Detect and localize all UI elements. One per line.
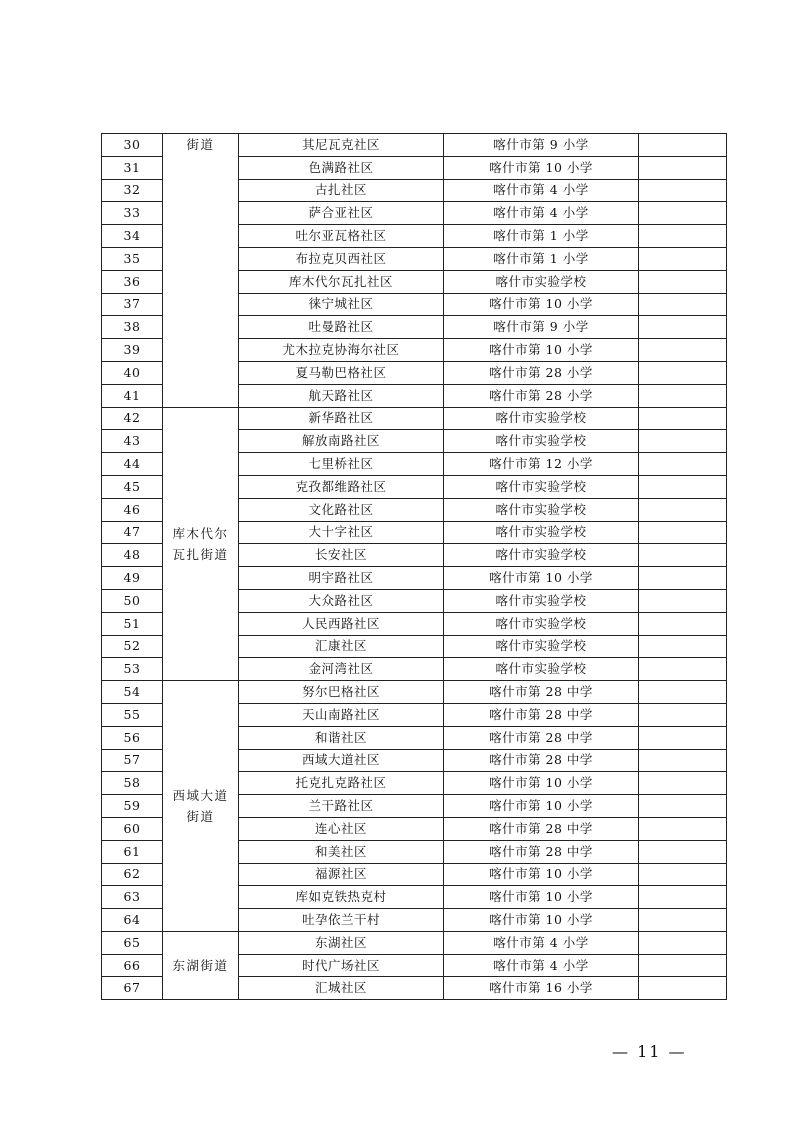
school-cell: 喀什市第 4 小学	[444, 179, 639, 202]
school-cell: 喀什市第 10 小学	[444, 567, 639, 590]
school-cell: 喀什市实验学校	[444, 407, 639, 430]
row-number-cell: 61	[102, 840, 163, 863]
row-number-cell: 54	[102, 681, 163, 704]
note-cell	[639, 293, 727, 316]
community-cell: 福源社区	[239, 863, 444, 886]
school-district-table	[101, 133, 727, 1000]
school-cell: 喀什市第 10 小学	[444, 156, 639, 179]
table-row	[102, 134, 727, 157]
row-number-cell: 42	[102, 407, 163, 430]
community-cell: 人民西路社区	[239, 612, 444, 635]
note-cell	[639, 225, 727, 248]
school-cell: 喀什市第 28 中学	[444, 749, 639, 772]
row-number-cell: 57	[102, 749, 163, 772]
row-number-cell: 39	[102, 339, 163, 362]
community-cell: 布拉克贝西社区	[239, 247, 444, 270]
school-cell: 喀什市第 1 小学	[444, 247, 639, 270]
note-cell	[639, 544, 727, 567]
note-cell	[639, 840, 727, 863]
community-cell: 萨合亚社区	[239, 202, 444, 225]
note-cell	[639, 817, 727, 840]
note-cell	[639, 658, 727, 681]
table-row	[102, 681, 727, 704]
row-number-cell: 59	[102, 795, 163, 818]
school-cell: 喀什市实验学校	[444, 430, 639, 453]
note-cell	[639, 795, 727, 818]
community-cell: 天山南路社区	[239, 703, 444, 726]
row-number-cell: 38	[102, 316, 163, 339]
note-cell	[639, 134, 727, 157]
school-cell: 喀什市第 10 小学	[444, 863, 639, 886]
school-cell: 喀什市第 10 小学	[444, 909, 639, 932]
note-cell	[639, 475, 727, 498]
note-cell	[639, 567, 727, 590]
school-cell: 喀什市第 10 小学	[444, 886, 639, 909]
row-number-cell: 50	[102, 589, 163, 612]
community-cell: 航天路社区	[239, 384, 444, 407]
note-cell	[639, 977, 727, 1000]
community-cell: 文化路社区	[239, 498, 444, 521]
note-cell	[639, 361, 727, 384]
row-number-cell: 32	[102, 179, 163, 202]
school-cell: 喀什市第 28 中学	[444, 681, 639, 704]
note-cell	[639, 521, 727, 544]
school-cell: 喀什市实验学校	[444, 612, 639, 635]
note-cell	[639, 612, 727, 635]
row-number-cell: 53	[102, 658, 163, 681]
note-cell	[639, 863, 727, 886]
note-cell	[639, 407, 727, 430]
school-cell: 喀什市第 12 小学	[444, 453, 639, 476]
school-cell: 喀什市第 10 小学	[444, 339, 639, 362]
school-cell: 喀什市第 10 小学	[444, 293, 639, 316]
row-number-cell: 48	[102, 544, 163, 567]
note-cell	[639, 954, 727, 977]
school-cell: 喀什市第 28 小学	[444, 384, 639, 407]
row-number-cell: 58	[102, 772, 163, 795]
community-cell: 兰干路社区	[239, 795, 444, 818]
school-cell: 喀什市第 10 小学	[444, 795, 639, 818]
note-cell	[639, 931, 727, 954]
community-cell: 吐曼路社区	[239, 316, 444, 339]
row-number-cell: 44	[102, 453, 163, 476]
community-cell: 克孜都维路社区	[239, 475, 444, 498]
school-cell: 喀什市第 28 中学	[444, 840, 639, 863]
community-cell: 新华路社区	[239, 407, 444, 430]
row-number-cell: 56	[102, 726, 163, 749]
note-cell	[639, 316, 727, 339]
note-cell	[639, 453, 727, 476]
table-row	[102, 931, 727, 954]
note-cell	[639, 589, 727, 612]
note-cell	[639, 156, 727, 179]
row-number-cell: 47	[102, 521, 163, 544]
note-cell	[639, 498, 727, 521]
note-cell	[639, 749, 727, 772]
community-cell: 夏马勒巴格社区	[239, 361, 444, 384]
community-cell: 明宇路社区	[239, 567, 444, 590]
school-cell: 喀什市实验学校	[444, 270, 639, 293]
note-cell	[639, 726, 727, 749]
community-cell: 其尼瓦克社区	[239, 134, 444, 157]
note-cell	[639, 202, 727, 225]
note-cell	[639, 681, 727, 704]
note-cell	[639, 635, 727, 658]
row-number-cell: 64	[102, 909, 163, 932]
note-cell	[639, 703, 727, 726]
community-cell: 长安社区	[239, 544, 444, 567]
note-cell	[639, 384, 727, 407]
community-cell: 大众路社区	[239, 589, 444, 612]
community-cell: 西域大道社区	[239, 749, 444, 772]
row-number-cell: 35	[102, 247, 163, 270]
community-cell: 汇康社区	[239, 635, 444, 658]
school-cell: 喀什市第 9 小学	[444, 134, 639, 157]
school-cell: 喀什市第 1 小学	[444, 225, 639, 248]
row-number-cell: 46	[102, 498, 163, 521]
table-row	[102, 407, 727, 430]
note-cell	[639, 772, 727, 795]
community-cell: 连心社区	[239, 817, 444, 840]
community-cell: 和美社区	[239, 840, 444, 863]
row-number-cell: 40	[102, 361, 163, 384]
note-cell	[639, 886, 727, 909]
school-cell: 喀什市第 28 中学	[444, 726, 639, 749]
community-cell: 徕宁城社区	[239, 293, 444, 316]
school-cell: 喀什市实验学校	[444, 544, 639, 567]
community-cell: 和谐社区	[239, 726, 444, 749]
street-cell: 库木代尔瓦扎街道	[163, 407, 239, 681]
school-cell: 喀什市实验学校	[444, 498, 639, 521]
school-cell: 喀什市实验学校	[444, 658, 639, 681]
community-cell: 古扎社区	[239, 179, 444, 202]
note-cell	[639, 430, 727, 453]
row-number-cell: 33	[102, 202, 163, 225]
school-cell: 喀什市实验学校	[444, 589, 639, 612]
row-number-cell: 63	[102, 886, 163, 909]
school-cell: 喀什市第 4 小学	[444, 931, 639, 954]
row-number-cell: 34	[102, 225, 163, 248]
school-cell: 喀什市第 28 小学	[444, 361, 639, 384]
street-cell: 街道	[163, 134, 239, 408]
community-cell: 库木代尔瓦扎社区	[239, 270, 444, 293]
school-cell: 喀什市第 4 小学	[444, 954, 639, 977]
note-cell	[639, 339, 727, 362]
community-cell: 时代广场社区	[239, 954, 444, 977]
community-cell: 解放南路社区	[239, 430, 444, 453]
row-number-cell: 31	[102, 156, 163, 179]
community-cell: 大十字社区	[239, 521, 444, 544]
school-cell: 喀什市第 28 中学	[444, 817, 639, 840]
row-number-cell: 43	[102, 430, 163, 453]
row-number-cell: 51	[102, 612, 163, 635]
school-cell: 喀什市第 28 中学	[444, 703, 639, 726]
community-cell: 东湖社区	[239, 931, 444, 954]
street-cell: 西域大道街道	[163, 681, 239, 932]
community-cell: 尤木拉克协海尔社区	[239, 339, 444, 362]
school-cell: 喀什市实验学校	[444, 521, 639, 544]
row-number-cell: 65	[102, 931, 163, 954]
school-cell: 喀什市实验学校	[444, 635, 639, 658]
row-number-cell: 67	[102, 977, 163, 1000]
community-cell: 库如克铁热克村	[239, 886, 444, 909]
community-cell: 吐孕依兰干村	[239, 909, 444, 932]
school-cell: 喀什市第 9 小学	[444, 316, 639, 339]
community-cell: 托克扎克路社区	[239, 772, 444, 795]
community-cell: 金河湾社区	[239, 658, 444, 681]
note-cell	[639, 247, 727, 270]
school-cell: 喀什市第 10 小学	[444, 772, 639, 795]
community-cell: 七里桥社区	[239, 453, 444, 476]
row-number-cell: 37	[102, 293, 163, 316]
row-number-cell: 66	[102, 954, 163, 977]
school-cell: 喀什市第 4 小学	[444, 202, 639, 225]
school-cell: 喀什市第 16 小学	[444, 977, 639, 1000]
community-cell: 色满路社区	[239, 156, 444, 179]
school-cell: 喀什市实验学校	[444, 475, 639, 498]
row-number-cell: 41	[102, 384, 163, 407]
row-number-cell: 30	[102, 134, 163, 157]
row-number-cell: 45	[102, 475, 163, 498]
row-number-cell: 36	[102, 270, 163, 293]
row-number-cell: 52	[102, 635, 163, 658]
note-cell	[639, 179, 727, 202]
row-number-cell: 55	[102, 703, 163, 726]
community-cell: 汇城社区	[239, 977, 444, 1000]
note-cell	[639, 270, 727, 293]
page-number: — 11 —	[612, 1042, 687, 1061]
community-cell: 努尔巴格社区	[239, 681, 444, 704]
row-number-cell: 60	[102, 817, 163, 840]
note-cell	[639, 909, 727, 932]
community-cell: 吐尔亚瓦格社区	[239, 225, 444, 248]
street-cell: 东湖街道	[163, 931, 239, 999]
row-number-cell: 49	[102, 567, 163, 590]
row-number-cell: 62	[102, 863, 163, 886]
